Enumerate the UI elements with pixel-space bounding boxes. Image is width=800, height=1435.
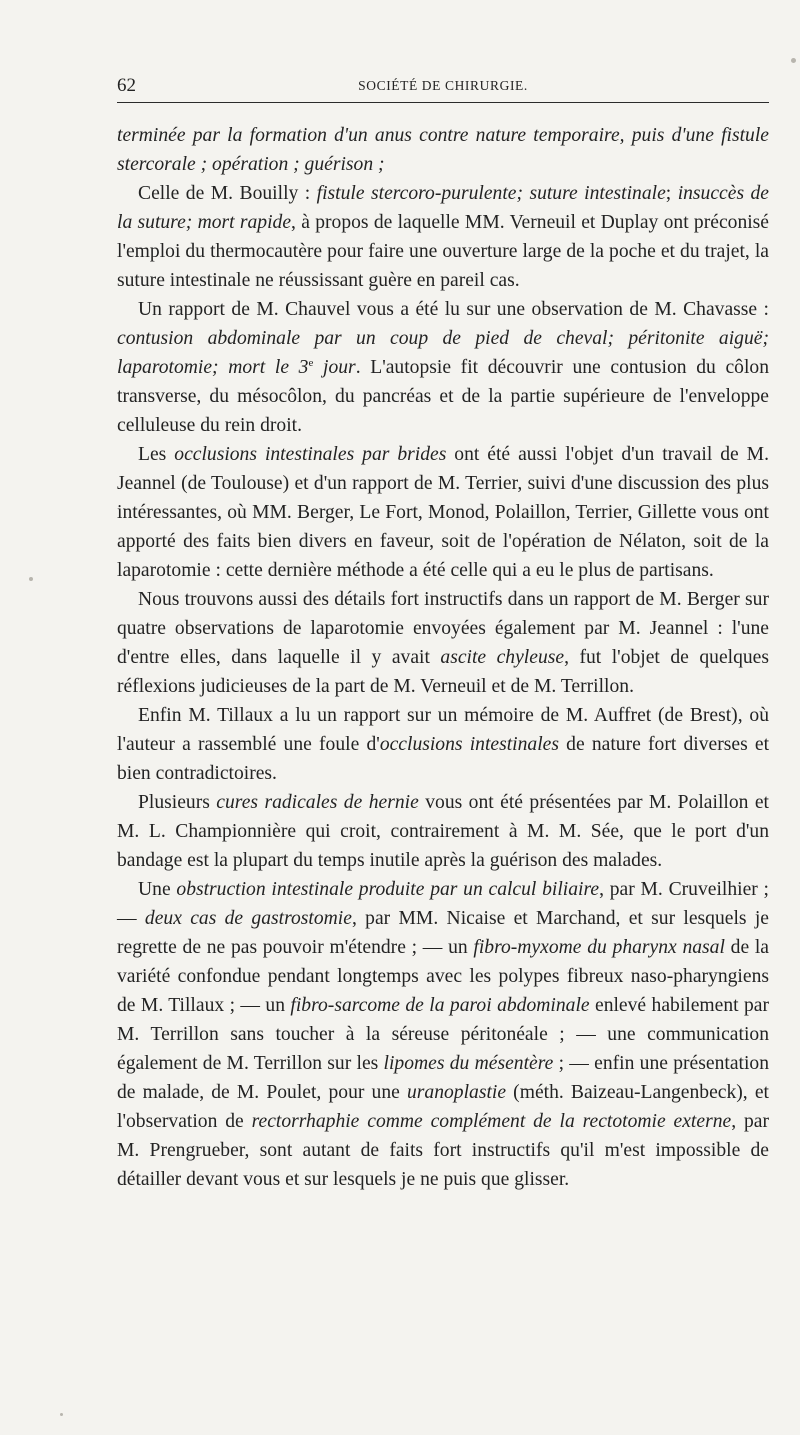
italic-text: ascite chyleuse <box>440 647 565 668</box>
italic-text: uranoplastie <box>406 1082 507 1103</box>
text-run: , fut l'objet de quelques réflexions judicieuses de la part de M. Verneuil et de M. Terrillon. <box>117 647 769 697</box>
paper-speck <box>29 577 33 581</box>
italic-text: fibro-myxome du pharynx nasal <box>473 937 725 958</box>
text-run: enlevé habilement par M. Terrillon sans toucher à la séreuse péritonéale ; — une communication également de M. Terrillon sur les <box>117 995 770 1074</box>
italic-text: insuccès de la suture; mort rapide <box>117 183 770 233</box>
text-run: Enfin M. Tillaux a lu un rapport sur un mémoire de M. Auffret (de Brest), où l'auteur a rassemblé une foule d' <box>117 705 769 755</box>
paragraph-1 <box>117 121 769 179</box>
italic-text: obstruction intestinale produite par un calcul biliaire <box>176 879 600 900</box>
text-run: de la variété confondue pendant longtemps avec les polypes fibreux naso-pharyngiens de M. Tillaux ; — un <box>117 937 769 1016</box>
text-run: ont été aussi l'objet d'un travail de M. Jeannel (de Toulouse) et d'un rapport de M. Terrier, suivi d'une discussion des plus intéressantes, où MM. Berger, Le Fort, Monod, Polaillon, Terrier, Gillette vous ont apporté des faits bien divers en faveur, soit de l'opération de Nélaton, soit de la laparotomie : cette dernière méthode a été celle qui a eu le plus de partisans. <box>117 444 770 581</box>
text-run: , par M. Cruveilhier ; — <box>117 879 769 929</box>
paragraph-7 <box>117 788 769 875</box>
paragraph-5 <box>117 585 769 701</box>
italic-text: deux cas de gastrostomie <box>144 908 352 929</box>
italic-text: fibro-sarcome de la paroi abdominale <box>290 995 590 1016</box>
paragraph-4 <box>117 440 769 585</box>
text-run: vous ont été présentées par M. Polaillon et M. L. Championnière qui croit, contrairement à M. M. Sée, que le port d'un bandage est la plupart du temps inutile après la guérison des malades. <box>117 792 770 871</box>
running-head: SOCIÉTÉ DE CHIRURGIE. <box>358 78 528 93</box>
italic-text: occlusions intestinales <box>379 734 559 755</box>
italic-text: occlusions intestinales par brides <box>174 444 447 465</box>
italic-text: fistule stercoro-purulente; suture intestinale <box>316 183 666 204</box>
text-run: , à propos de laquelle MM. Verneuil et Duplay ont préconisé l'emploi du thermocautère pour faire une ouverture large de la poche et du trajet, la suture intestinale ne réussissant guère en pareil cas. <box>117 212 770 291</box>
text-run: Une <box>138 879 177 900</box>
superscript-text: e <box>308 357 314 369</box>
text-run: ; <box>665 183 678 204</box>
text-run: de nature fort diverses et bien contradictoires. <box>117 734 770 784</box>
page-number: 62 <box>117 75 136 96</box>
body-text <box>117 121 769 1194</box>
paragraph-3 <box>117 295 769 440</box>
italic-text: terminée par la formation d'un anus contre nature temporaire, puis d'une fistule stercorale ; opération ; guérison ; <box>117 125 769 175</box>
text-run: Celle de M. Bouilly : <box>138 183 317 204</box>
paragraph-6 <box>117 701 769 788</box>
text-run: Un rapport de M. Chauvel vous a été lu sur une observation de M. Chavasse : <box>138 299 769 320</box>
page-header <box>117 74 769 103</box>
text-run: Nous trouvons aussi des détails fort instructifs dans un rapport de M. Berger sur quatre observations de laparotomie envoyées également par M. Jeannel : l'une d'entre elles, dans laquelle il y avait <box>117 589 769 668</box>
paragraph-8 <box>117 875 769 1194</box>
paper-speck <box>60 1413 63 1416</box>
text-run: , par M. Prengrueber, sont autant de faits fort instructifs qu'il m'est impossible de détailler devant vous et sur lesquels je ne puis que glisser. <box>117 1111 769 1190</box>
text-run: ; — enfin une présentation de malade, de M. Poulet, pour une <box>117 1053 769 1103</box>
text-run: Plusieurs <box>138 792 217 813</box>
text-run: . L'autopsie fit découvrir une contusion du côlon transverse, du mésocôlon, du pancréas et de la partie supérieure de l'enveloppe celluleuse du rein droit. <box>117 357 769 436</box>
italic-text: jour <box>313 357 356 378</box>
text-run: (méth. Baizeau-Langenbeck), et l'observation de <box>117 1082 769 1132</box>
text-run: Les <box>138 444 175 465</box>
italic-text: lipomes du mésentère <box>383 1053 554 1074</box>
italic-text: rectorrhaphie comme complément de la rectotomie externe <box>251 1111 732 1132</box>
italic-text: contusion abdominale par un coup de pied de cheval; péritonite aiguë; laparotomie; mort le 3 <box>117 328 769 378</box>
paragraph-2 <box>117 179 769 295</box>
text-run: , par MM. Nicaise et Marchand, et sur lesquels je regrette de ne pas pouvoir m'étendre ; — un <box>117 908 769 958</box>
paper-speck <box>791 58 796 63</box>
italic-text: cures radicales de hernie <box>216 792 419 813</box>
